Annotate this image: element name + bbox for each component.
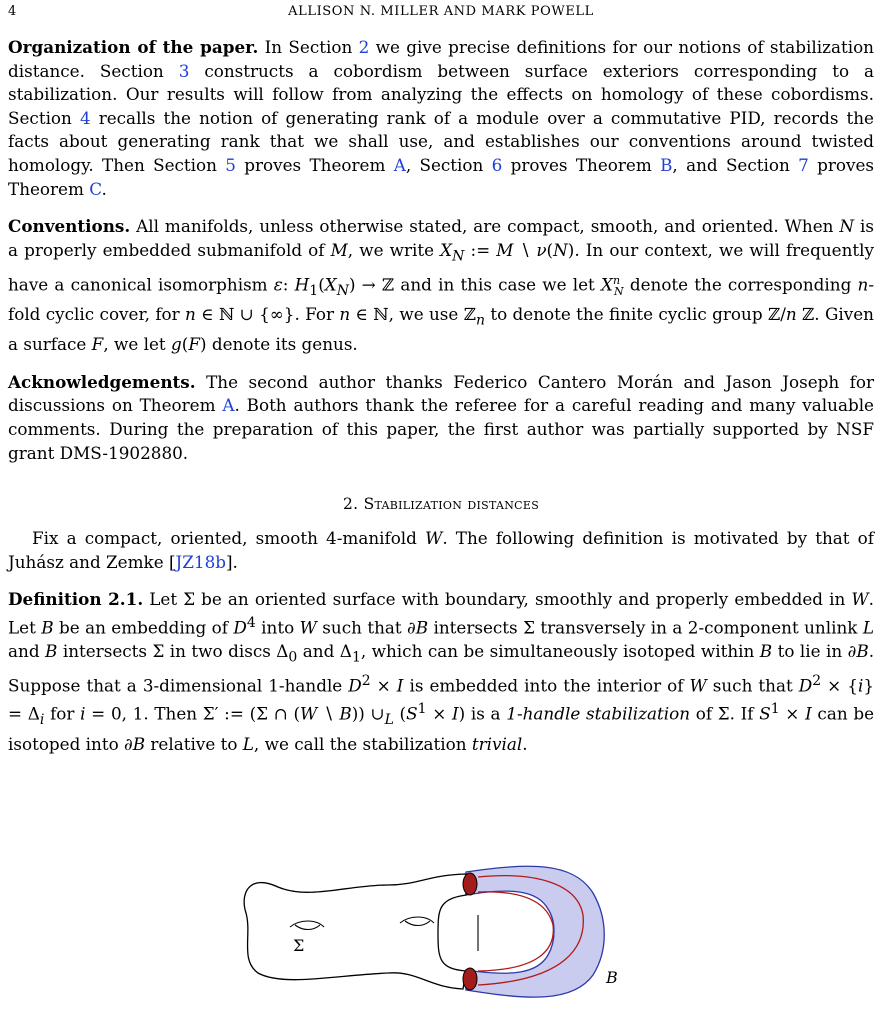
stabilization-figure [8,855,874,1015]
running-header [8,0,874,28]
page-number: 4 [8,4,17,19]
ball-b-region [466,866,604,997]
citation-jz18b-link[interactable]: JZ18b [175,551,226,572]
organization-heading: Organization of the paper. [8,37,259,57]
acknowledgements-paragraph: Acknowledgements. The second author thanks Federico Cantero Morán and Jason Joseph for discussions on Theorem A. Both authors thank the referee for a careful reading and many valuable comments. During the preparation of this paper, the first author was partially supported by NSF grant DMS-1902880. [8,371,874,463]
term-1-handle-stabilization: 1-handle stabilization [506,703,691,724]
acknowledgements-heading: Acknowledgements. [8,371,196,392]
section-6-link[interactable]: 6 [491,154,503,175]
page [8,0,874,770]
section-5-link[interactable]: 5 [225,154,236,175]
section-3-link[interactable]: 3 [178,60,190,81]
theorem-c-link[interactable]: C [89,178,102,199]
section-2-intro: Fix a compact, oriented, smooth 4-manifold W. The following definition is motivated by that of Juhász and Zemke [JZ18b]. [8,528,874,572]
disc-delta-1 [463,968,477,990]
theorem-a-link-2[interactable]: A [222,395,235,416]
conventions-heading: Conventions. [8,216,131,237]
section-2-link[interactable]: 2 [358,37,370,57]
organization-paragraph: Organization of the paper. In Section 2 we give precise definitions for our notions of stabilization distance. Section 3 constructs a cobordism between surface exteriors corresponding to a stabilization. Our results will follow from analyzing the effects on homology of these cobordisms. Section 4 recalls the notion of generating rank of a module over a commutative PID, records the facts about generating rank that we shall use, and establishes our conventions around twisted homology. Then Section 5 proves Theorem A, Section 6 proves Theorem B, and Section 7 proves Theorem C. [8,37,875,199]
section-7-link[interactable]: 7 [798,154,809,175]
definition-heading: Definition 2.1. [8,589,144,610]
surface-sigma [244,874,466,989]
conventions-paragraph: Conventions. All manifolds, unless otherwise stated, are compact, smooth, and oriented. When N is a properly embedded submanifold of M, we write $X_N$ := M ∖ ν(N). In our context, we will frequently have a canonical isomorphism ε: $H_1(X_N)$ → ℤ and in this case we let $X^n_N$ denote the corresponding n-fold cyclic cover, for n ∈ ℕ ∪ {∞}. For n ∈ ℕ, we use ℤ$_n$ to denote the finite cyclic group ℤ/n ℤ. Given a surface F, we let g(F) denote its genus. [8,216,875,355]
theorem-a-link[interactable]: A [393,154,406,175]
disc-delta-0 [463,873,477,895]
label-b: B [606,968,618,987]
theorem-b-link[interactable]: B [660,154,673,175]
section-2-heading: 2. Stabilization distances [342,495,540,514]
label-sigma: Σ [293,936,305,955]
section-4-link[interactable]: 4 [79,107,91,128]
definition-2-1: Definition 2.1. Let Σ be an oriented surface with boundary, smoothly and properly embedded in W. Let B be an embedding of $D^4$ into W such that ∂B intersects Σ transversely in a 2-component unlink L and B intersects Σ in two discs $\Delta_0$ and $\Delta_1$, which can be simultaneously isotoped within B to lie in ∂B. Suppose that a 3-dimensional 1-handle $D^2 \times I$ is embedded into the interior of W such that $D^2 \times \{i\} = \Delta_i$ for i = 0, 1. Then Σ′ := (Σ ∩ (W ∖ B)) $\cup_L$ $(S^1 \times I)$ is a 1-handle stabilization of Σ. If $S^1 \times I$ can be isotoped into ∂B relative to L, we call the stabilization trivial. [8,589,875,754]
term-trivial: trivial [471,733,523,754]
running-head: ALLISON N. MILLER AND MARK POWELL [288,4,594,19]
